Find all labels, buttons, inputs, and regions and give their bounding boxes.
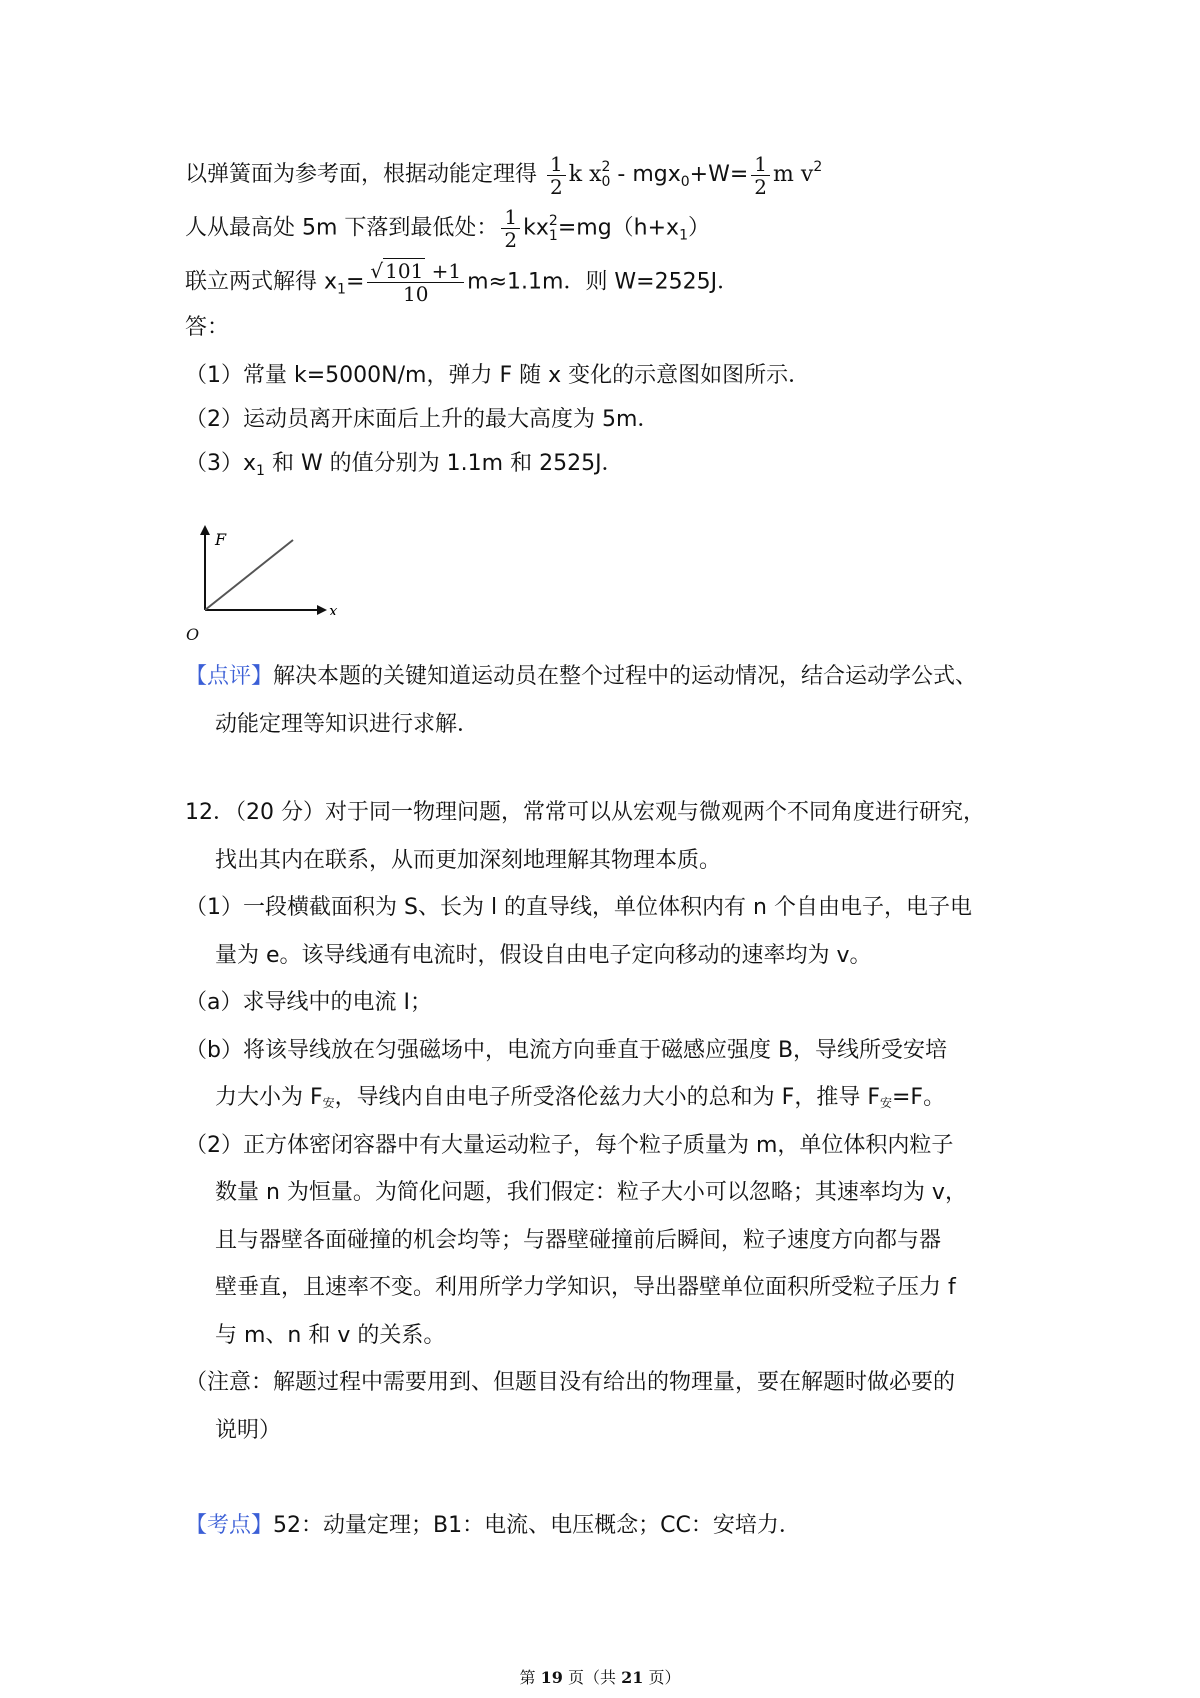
question-part-a: （a）求导线中的电流 I； (185, 990, 432, 1015)
question-12-line-2: 找出其内在联系，从而更加深刻地理解其物理本质。 (215, 848, 722, 873)
question-part-2-line-5: 与 m、n 和 v 的关系。 (215, 1323, 446, 1348)
solution-text: 以弹簧面为参考面，根据动能定理得 (185, 162, 538, 187)
question-part-1-line-2: 量为 e。该导线通有电流时，假设自由电子定向移动的速率均为 v。 (215, 943, 872, 968)
y-axis-label: F (215, 530, 227, 549)
question-12-line-1: 12．（20 分）对于同一物理问题，常常可以从宏观与微观两个不同角度进行研究， (185, 800, 985, 825)
answer-item-3: $(3)x_1$ 和 W 的值分别为 1.1m 和 2525J． (185, 451, 624, 479)
comment-tag: 【点评】 (185, 664, 274, 689)
question-part-b-line-1: （b）将该导线放在匀强磁场中，电流方向垂直于磁感应强度 B，导线所受安培 (185, 1038, 948, 1063)
page-total: 21 (621, 1668, 644, 1687)
fraction-half: $\frac{1}{2}$ (547, 153, 566, 198)
kaodian-line: 【考点】52：动量定理；B1：电流、电压概念；CC：安培力． (185, 1513, 801, 1538)
x-axis-label: x (329, 602, 338, 615)
answer-item-1: （1）常量 k=5000N/m，弹力 F 随 x 变化的示意图如图所示． (185, 363, 811, 388)
page-footer: 第 19 页（共 21 页） (519, 1668, 681, 1687)
solution-line-2: 人从最高处 5m 下落到最低处： $\frac{1}{2}$ kx 2 1 $=mg(h+x_1)$ (185, 205, 711, 252)
force-line (205, 540, 293, 610)
comment-line-2: 动能定理等知识进行求解． (215, 712, 480, 737)
y-axis-arrow-icon (200, 525, 210, 535)
question-part-2-line-4: 壁垂直，且速率不变。利用所学力学知识，导出器壁单位面积所受粒子压力 f (215, 1275, 956, 1300)
kaodian-tag: 【考点】 (185, 1513, 274, 1538)
question-part-1-line-1: （1）一段横截面积为 S、长为 l 的直导线，单位体积内有 n 个自由电子，电子电 (185, 895, 972, 920)
question-part-2-line-1: （2）正方体密闭容器中有大量运动粒子，每个粒子质量为 m，单位体积内粒子 (185, 1133, 954, 1158)
force-displacement-graph (185, 525, 345, 615)
page-number: 19 (540, 1668, 563, 1687)
x-axis-arrow-icon (317, 605, 327, 615)
answer-label: 答： (185, 315, 230, 340)
comment-line-1: 【点评】解决本题的关键知道运动员在整个过程中的运动情况，结合运动学公式、 (185, 664, 978, 689)
note-line-2: 说明） (215, 1418, 282, 1443)
note-line-1: （注意：解题过程中需要用到、但题目没有给出的物理量，要在解题时做必要的 (185, 1370, 956, 1395)
question-part-b-line-2: 力大小为 F安，导线内自由电子所受洛伦兹力大小的总和为 F，推导 F安=F。 (215, 1085, 946, 1110)
answer-item-2: （2）运动员离开床面后上升的最大高度为 5m． (185, 407, 660, 432)
question-part-2-line-3: 且与器壁各面碰撞的机会均等；与器壁碰撞前后瞬间，粒子速度方向都与器 (215, 1228, 942, 1253)
question-part-2-line-2: 数量 n 为恒量。为简化问题，我们假定：粒子大小可以忽略；其速率均为 v， (215, 1180, 967, 1205)
origin-label: O (186, 625, 200, 644)
fraction-half: $\frac{1}{2}$ (751, 153, 770, 198)
solution-line-3: 联立两式解得 $x_1=$ $\frac{√ 101 +1}{10}$ m≈1.1m．则 W=2525J． (185, 259, 740, 306)
solution-line-1: 以弹簧面为参考面，根据动能定理得 $\frac{1}{2}$ k x 2 0 - mgx$_0$+W= $\frac{1}{2}$ m $v^2$ (185, 151, 823, 199)
fraction-half: $\frac{1}{2}$ (501, 206, 520, 251)
fraction-root: $\frac{√ 101 +1}{10}$ (367, 260, 464, 305)
